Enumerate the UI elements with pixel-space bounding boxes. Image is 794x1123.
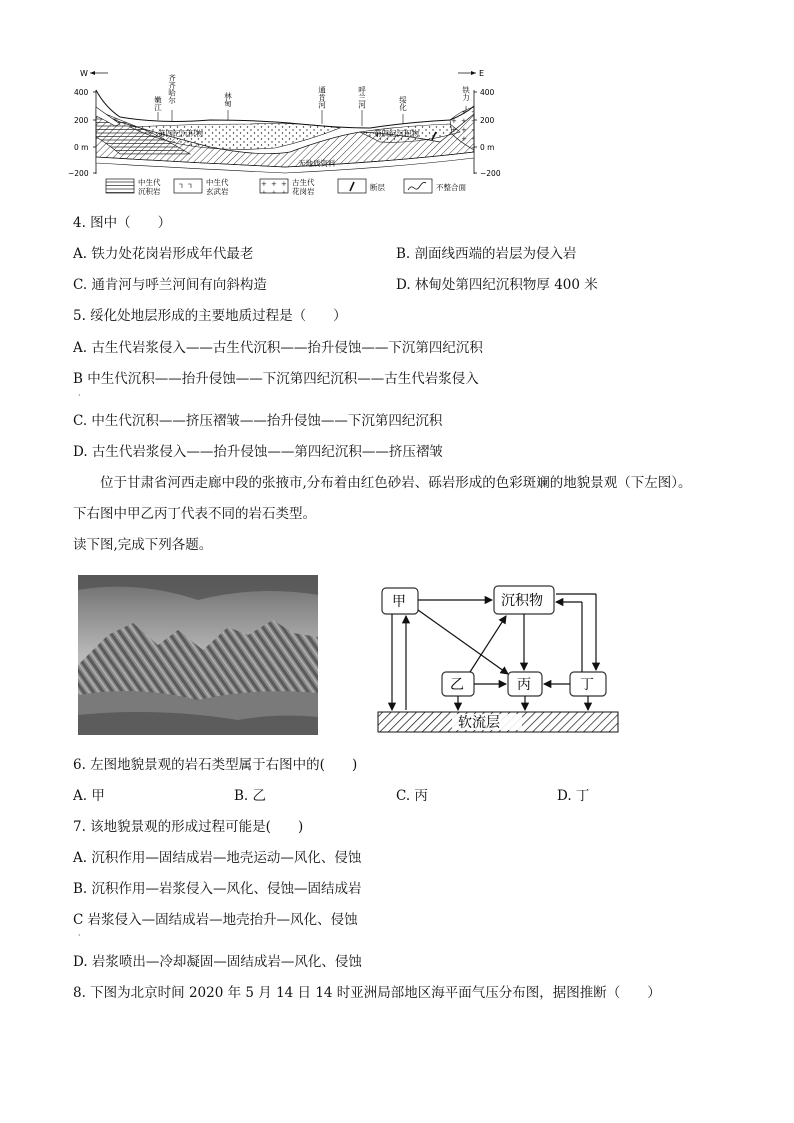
quaternary-label-east: 第四纪沉积物 bbox=[374, 129, 419, 138]
label-bing: 丙 bbox=[517, 677, 531, 693]
place-lindian: 林甸 bbox=[223, 92, 233, 107]
q5-option-a[interactable]: A. 古生代岩浆侵入——古生代沉积——抬升侵蚀——下沉第四纪沉积 bbox=[73, 340, 483, 356]
q8-stem: 8. 下图为北京时间 2020 年 5 月 14 日 14 时亚洲局部地区海平面气压分布图，据图推断（ ） bbox=[73, 985, 661, 1001]
intro-line-3: 读下图,完成下列各题。 bbox=[73, 537, 213, 553]
danxia-landform-photo bbox=[78, 575, 318, 735]
svg-text:断层: 断层 bbox=[370, 183, 385, 192]
intro-line-2: 下右图中甲乙丙丁代表不同的岩石类型。 bbox=[73, 506, 316, 522]
profile-legend bbox=[106, 177, 466, 196]
q6-option-c[interactable]: C. 丙 bbox=[396, 788, 428, 804]
q4-option-b[interactable]: B. 剖面线西端的岩层为侵入岩 bbox=[396, 246, 577, 262]
place-suihua: 绥化 bbox=[398, 96, 408, 111]
stray-mark: · bbox=[78, 391, 81, 400]
west-label: W bbox=[80, 69, 88, 78]
y-right-tick: 200 bbox=[480, 116, 495, 125]
east-label: E bbox=[479, 69, 485, 78]
q7-option-c[interactable]: C 岩浆侵入—固结成岩—地壳抬升—风化、侵蚀 bbox=[73, 912, 358, 928]
rock-cycle-diagram bbox=[370, 580, 630, 738]
svg-text:玄武岩: 玄武岩 bbox=[206, 187, 229, 196]
label-jia: 甲 bbox=[392, 594, 406, 610]
label-asthenosphere: 软流层 bbox=[458, 715, 500, 731]
y-right-tick: −200 bbox=[480, 169, 501, 178]
y-right-tick: 0 m bbox=[480, 143, 495, 152]
y-left-tick: −200 bbox=[68, 169, 89, 178]
y-left-tick: 0 m bbox=[74, 143, 89, 152]
svg-text:中生代: 中生代 bbox=[138, 178, 161, 187]
q6-option-b[interactable]: B. 乙 bbox=[234, 788, 267, 804]
q5-stem: 5. 绥化处地层形成的主要地质过程是（ ） bbox=[73, 308, 347, 324]
no-data-label: 无地质资料 bbox=[298, 159, 336, 168]
svg-text:沉积岩: 沉积岩 bbox=[138, 187, 161, 196]
y-left-tick: 200 bbox=[74, 116, 89, 125]
q5-option-c[interactable]: C. 中生代沉积——挤压褶皱——抬升侵蚀——下沉第四纪沉积 bbox=[73, 413, 443, 429]
svg-text:古生代: 古生代 bbox=[292, 178, 315, 187]
q6-option-d[interactable]: D. 丁 bbox=[557, 788, 590, 804]
label-sediment: 沉积物 bbox=[501, 593, 543, 609]
stray-mark: · bbox=[78, 931, 81, 940]
y-left-tick: 400 bbox=[74, 88, 89, 97]
svg-text:中生代: 中生代 bbox=[206, 178, 229, 187]
q7-option-b[interactable]: B. 沉积作用—岩浆侵入—风化、侵蚀—固结成岩 bbox=[73, 881, 362, 897]
q4-stem: 4. 图中（ ） bbox=[73, 215, 172, 231]
q5-option-b[interactable]: B 中生代沉积——抬升侵蚀——下沉第四纪沉积——古生代岩浆侵入 bbox=[73, 371, 479, 387]
label-yi: 乙 bbox=[450, 677, 464, 693]
q7-option-a[interactable]: A. 沉积作用—固结成岩—地壳运动—风化、侵蚀 bbox=[73, 850, 362, 866]
q6-option-a[interactable]: A. 甲 bbox=[73, 788, 105, 804]
svg-text:不整合面: 不整合面 bbox=[436, 183, 466, 192]
intro-line-1: 位于甘肃省河西走廊中段的张掖市,分布着由红色砂岩、砾岩形成的色彩斑斓的地貌景观（下左图）。 bbox=[100, 475, 692, 491]
q4-option-c[interactable]: C. 通肯河与呼兰河间有向斜构造 bbox=[73, 277, 267, 293]
geologic-profile-figure bbox=[60, 62, 510, 202]
q6-stem: 6. 左图地貌景观的岩石类型属于右图中的( ) bbox=[73, 757, 358, 773]
place-labels bbox=[153, 73, 470, 113]
quaternary-label-west: 第四纪沉积物 bbox=[158, 129, 203, 138]
q7-option-d[interactable]: D. 岩浆喷出—冷却凝固—固结成岩—风化、侵蚀 bbox=[73, 954, 362, 970]
svg-text:花岗岩: 花岗岩 bbox=[292, 187, 315, 196]
q5-option-d[interactable]: D. 古生代岩浆侵入——抬升侵蚀——第四纪沉积——挤压褶皱 bbox=[73, 444, 443, 460]
place-tongken: 通肯河 bbox=[317, 86, 327, 109]
place-hulan: 呼兰河 bbox=[357, 86, 367, 109]
label-ding: 丁 bbox=[580, 677, 594, 693]
y-right-tick: 400 bbox=[480, 88, 495, 97]
q4-option-d[interactable]: D. 林甸处第四纪沉积物厚 400 米 bbox=[396, 277, 598, 293]
q7-stem: 7. 该地貌景观的形成过程可能是( ) bbox=[73, 819, 304, 835]
q4-option-a[interactable]: A. 铁力处花岗岩形成年代最老 bbox=[73, 246, 254, 262]
place-qiqihar: 齐齐哈尔 bbox=[167, 74, 177, 104]
place-nenjiang: 嫩江 bbox=[153, 96, 163, 111]
place-tieli: 铁力 bbox=[461, 86, 471, 101]
